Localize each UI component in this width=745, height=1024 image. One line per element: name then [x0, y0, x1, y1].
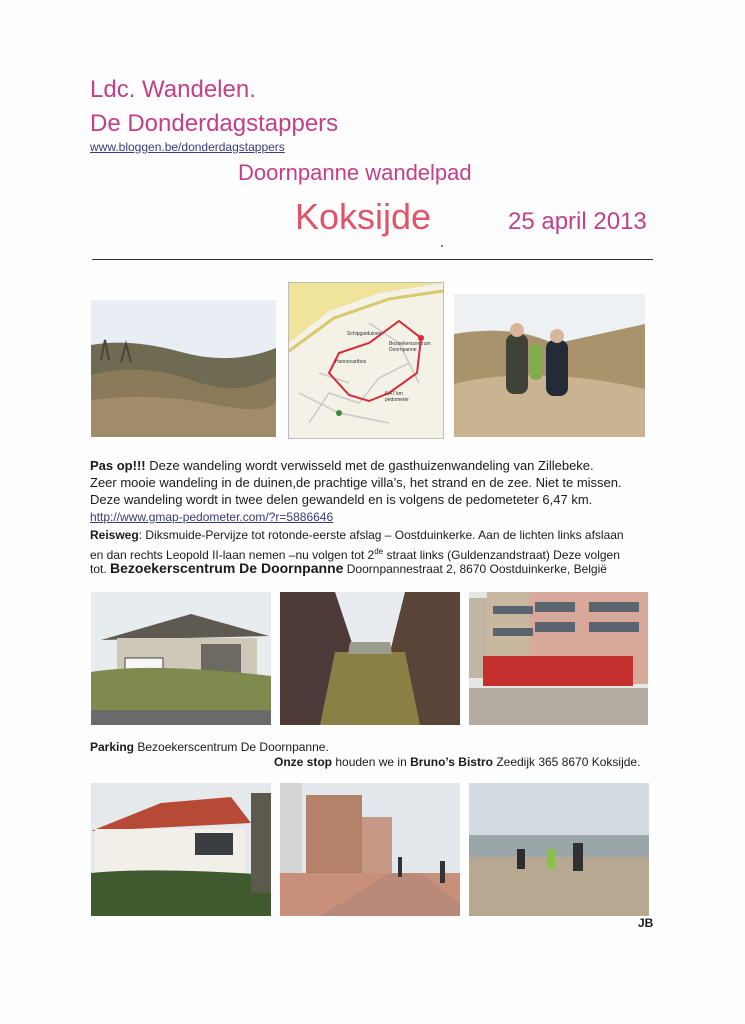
parking-label: Parking [90, 740, 135, 754]
route-text-2a: en dan rechts Leopold II-laan nemen –nu volgen tot 2 [90, 548, 375, 562]
photo-forest-path [280, 592, 460, 725]
org-title: Ldc. Wandelen. [90, 76, 256, 103]
walk-date: 25 april 2013 [508, 208, 647, 235]
route-destination: Bezoekerscentrum De Doornpanne [110, 560, 344, 576]
route-line-1 [90, 527, 624, 544]
photo-seaside-boulevard [280, 783, 460, 916]
route-map [288, 282, 444, 439]
route-text-2b: straat links (Guldenzandstraat) Deze volgen [383, 548, 620, 562]
parking-text: Bezoekerscentrum De Doornpanne. [134, 740, 329, 754]
speck [441, 245, 443, 247]
map-label-c: Doornpanne [389, 347, 417, 353]
photo-visitor-centre [91, 592, 271, 725]
stop-line [274, 754, 640, 771]
route-address: Doornpannestraat 2, 8670 Oostduinkerke, België [343, 562, 607, 576]
map-label-e: 6,47 km [385, 391, 403, 397]
photo-beach-walkers [469, 783, 649, 916]
route-line-3 [90, 560, 607, 578]
warning-text: Deze wandeling wordt verwisseld met de gasthuizenwandeling van Zillebeke. [145, 458, 594, 473]
place-title: Koksijde [295, 196, 432, 237]
intro-line-2: Zeer mooie wandeling in de duinen,de prachtige villa’s, het strand en de zee. Niet te missen. [90, 475, 622, 490]
pedometer-link[interactable]: http://www.gmap-pedometer.com/?r=5886646 [90, 510, 334, 524]
photo-apartments-bistro [469, 592, 648, 725]
bistro-name: Bruno’s Bistro [410, 755, 493, 769]
photo-dunes-landscape [91, 300, 276, 437]
group-title: De Donderdagstappers [90, 110, 339, 137]
map-label-b: Bezoekerscentrum [389, 341, 431, 347]
stop-text-1: houden we in [332, 755, 411, 769]
intro-line-3: Deze wandeling wordt in twee delen gewandeld en is volgens de pedometeter 6,47 km. [90, 492, 593, 507]
stop-label: Onze stop [274, 755, 333, 769]
warning-line [90, 457, 594, 474]
photo-villa [91, 783, 271, 916]
route-text-1: : Diksmuide-Pervijze tot rotonde-eerste afslag – Oostduinkerke. Aan de lichten links afslaan [138, 528, 624, 542]
header-divider [92, 259, 653, 260]
map-label-f: pedometer [385, 397, 409, 403]
blog-link[interactable]: www.bloggen.be/donderdagstappers [90, 140, 285, 154]
route-label: Reisweg [90, 528, 139, 542]
map-label-a: Schipgatduinen [347, 331, 382, 337]
signature: JB [638, 916, 654, 930]
walk-name: Doornpanne wandelpad [238, 160, 472, 185]
photo-walkers-dune-path [454, 294, 645, 437]
route-sup: de [374, 547, 384, 556]
stop-text-2: Zeedijk 365 8670 Koksijde. [492, 755, 641, 769]
map-label-d: Hannecartbos [335, 359, 367, 365]
warning-label: Pas op!!! [90, 458, 146, 473]
route-text-3a: tot. [90, 562, 111, 576]
